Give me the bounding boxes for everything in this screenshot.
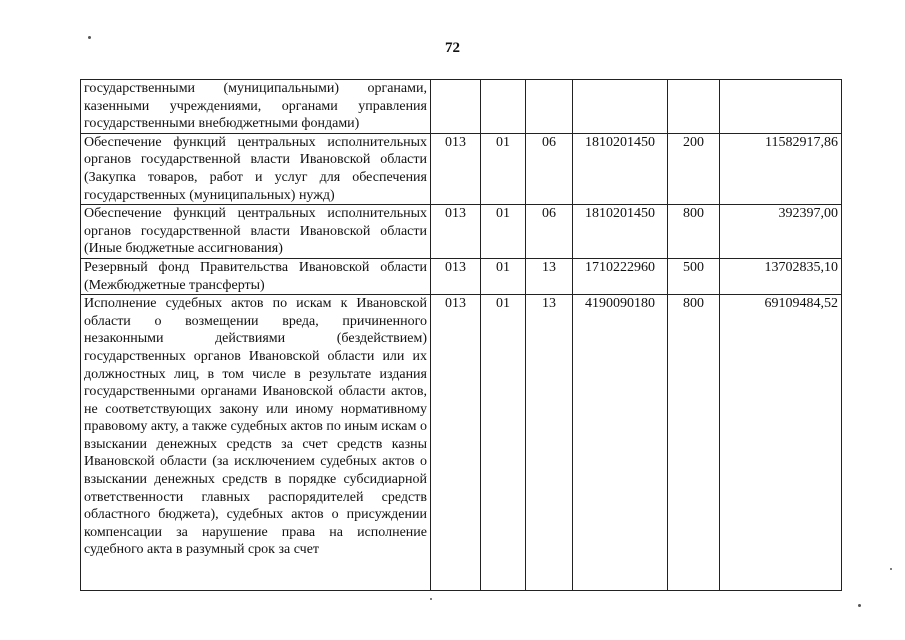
table-row bbox=[81, 205, 842, 259]
scan-speck bbox=[890, 568, 892, 570]
subsection-code: 13 bbox=[526, 295, 573, 591]
row-description: государственными (муниципальными) органами, казенными учреждениями, органами управления государственными внебюджетными фондами) bbox=[81, 80, 431, 134]
budget-table bbox=[80, 79, 842, 591]
expense-kind-code: 500 bbox=[668, 258, 720, 294]
admin-code bbox=[431, 80, 481, 134]
section-code: 01 bbox=[481, 133, 526, 204]
admin-code: 013 bbox=[431, 295, 481, 591]
section-code: 01 bbox=[481, 205, 526, 259]
admin-code: 013 bbox=[431, 258, 481, 294]
section-code bbox=[481, 80, 526, 134]
target-code: 1810201450 bbox=[573, 205, 668, 259]
target-code: 4190090180 bbox=[573, 295, 668, 591]
scan-speck bbox=[88, 36, 91, 39]
scan-speck bbox=[858, 604, 861, 607]
amount: 13702835,10 bbox=[720, 258, 842, 294]
target-code: 1710222960 bbox=[573, 258, 668, 294]
page-number: 72 bbox=[445, 40, 460, 56]
subsection-code bbox=[526, 80, 573, 134]
target-code bbox=[573, 80, 668, 134]
table-row bbox=[81, 258, 842, 294]
admin-code: 013 bbox=[431, 205, 481, 259]
subsection-code: 13 bbox=[526, 258, 573, 294]
amount bbox=[720, 80, 842, 134]
amount: 392397,00 bbox=[720, 205, 842, 259]
section-code: 01 bbox=[481, 295, 526, 591]
expense-kind-code: 800 bbox=[668, 205, 720, 259]
target-code: 1810201450 bbox=[573, 133, 668, 204]
table-row bbox=[81, 295, 842, 591]
row-description: Обеспечение функций центральных исполнительных органов государственной власти Ивановской области (Закупка товаров, работ и услуг для обеспечения государственных (муниципальных) нужд) bbox=[81, 133, 431, 204]
subsection-code: 06 bbox=[526, 133, 573, 204]
row-description: Резервный фонд Правительства Ивановской области (Межбюджетные трансферты) bbox=[81, 258, 431, 294]
expense-kind-code: 200 bbox=[668, 133, 720, 204]
amount: 11582917,86 bbox=[720, 133, 842, 204]
row-description: Обеспечение функций центральных исполнительных органов государственной власти Ивановской области (Иные бюджетные ассигнования) bbox=[81, 205, 431, 259]
admin-code: 013 bbox=[431, 133, 481, 204]
scan-speck bbox=[430, 598, 432, 600]
subsection-code: 06 bbox=[526, 205, 573, 259]
table-row bbox=[81, 80, 842, 134]
amount: 69109484,52 bbox=[720, 295, 842, 591]
row-description: Исполнение судебных актов по искам к Ивановской области о возмещении вреда, причиненного незаконными действиями (бездействием) государственных органов Ивановской области или их должностных лиц, в том числе в результате издания государственными органами Ивановской области актов, не соответствующих закону или иному нормативному правовому акту, а также судебных актов по иным искам о взыскании денежных средств за счет средств казны Ивановской области (за исключением судебных актов о взыскании денежных средств в порядке субсидиарной ответственности главных распорядителей средств областного бюджета), судебных актов о присуждении компенсации за нарушение права на исполнение судебного акта в разумный срок за счет bbox=[81, 295, 431, 591]
expense-kind-code: 800 bbox=[668, 295, 720, 591]
table-row bbox=[81, 133, 842, 204]
section-code: 01 bbox=[481, 258, 526, 294]
expense-kind-code bbox=[668, 80, 720, 134]
